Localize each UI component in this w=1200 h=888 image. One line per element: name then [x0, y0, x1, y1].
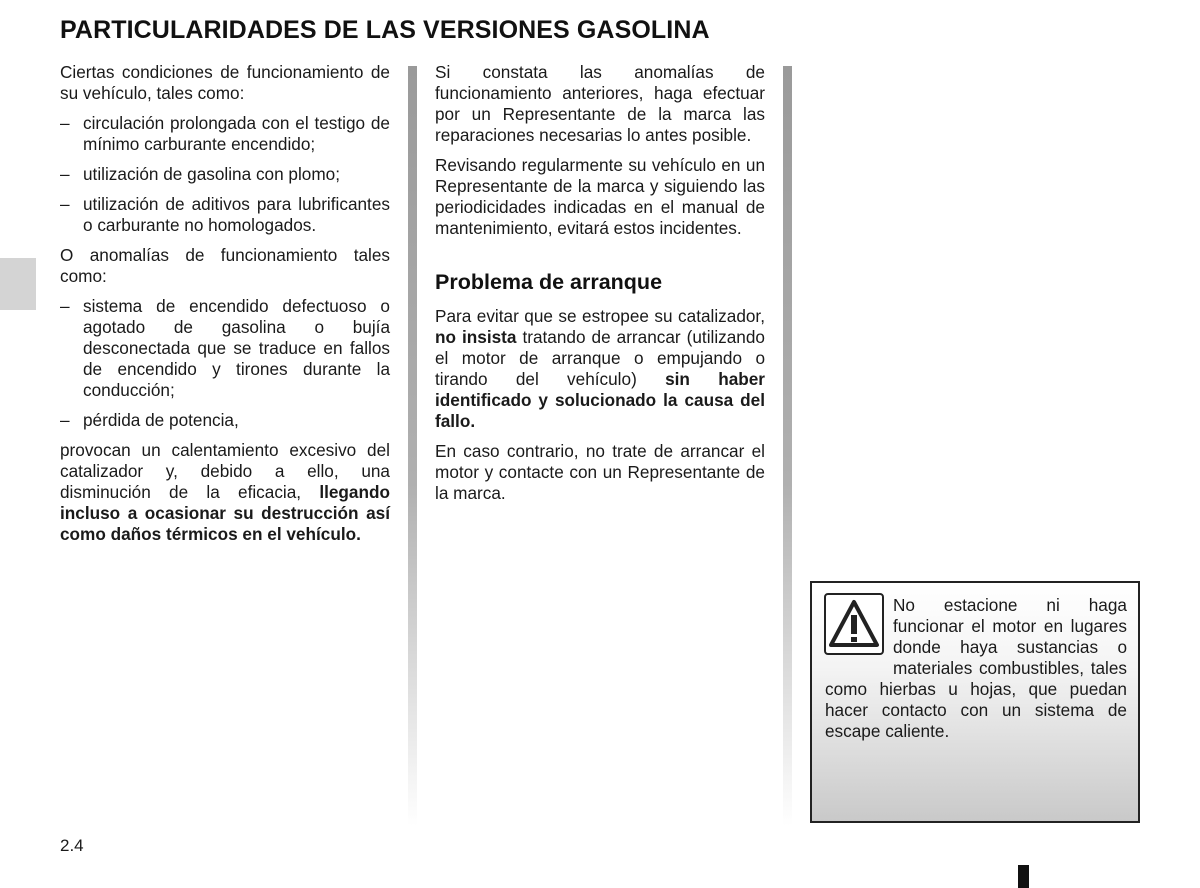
middle-column [435, 62, 765, 513]
column-divider [783, 66, 792, 826]
list-dash: – [60, 296, 70, 316]
warning-box [810, 581, 1140, 823]
list-dash: – [60, 164, 70, 184]
closing-paragraph [60, 440, 390, 545]
column-divider [408, 66, 417, 826]
list-item-text: sistema de encendido defectuoso o agotado de gasolina o bujía desconectada que se traduce en fallos de encendido y tirones durante la conducción; [83, 296, 390, 400]
anomalies-paragraph: Si constata las anomalías de funcionamiento anteriores, haga efectuar por un Representante de la marca las reparaciones necesarias lo antes posible. [435, 62, 765, 145]
contact-paragraph: En caso contrario, no trate de arrancar el motor y contacte con un Representante de la marca. [435, 441, 765, 503]
corner-mark [1018, 865, 1029, 888]
bold-text-run: no insista [435, 327, 517, 347]
text-run: Para evitar que se estropee su catalizador, [435, 306, 765, 326]
list-item-text: pérdida de potencia, [83, 410, 239, 430]
list-item [60, 113, 390, 155]
text-run: tratando de arrancar (utilizando el motor de arranque o empujando o tirando del vehículo) [435, 327, 765, 389]
list-dash: – [60, 113, 70, 133]
list-item-text: utilización de aditivos para lubrificantes o carburante no homologados. [83, 194, 390, 235]
intro-paragraph: Ciertas condiciones de funcionamiento de su vehículo, tales como: [60, 62, 390, 103]
list-item [60, 194, 390, 236]
list-item [60, 164, 390, 185]
section-tab-marker [0, 258, 36, 310]
bold-text-run: sin haber identificado y solucionado la causa del fallo. [435, 369, 765, 431]
page-number: 2.4 [60, 836, 84, 855]
closing-bold-text: llegando incluso a ocasionar su destrucción así como daños térmicos en el vehículo. [60, 482, 390, 544]
starting-problem-paragraph [435, 306, 765, 432]
list-item-text: circulación prolongada con el testigo de mínimo carburante encendido; [83, 113, 390, 154]
list-dash: – [60, 410, 70, 430]
closing-text: provocan un calentamiento excesivo del catalizador y, debido a ello, una disminución de la eficacia, [60, 440, 390, 502]
list-dash: – [60, 194, 70, 214]
maintenance-paragraph: Revisando regularmente su vehículo en un Representante de la marca y siguiendo las periodicidades indicadas en el manual de mantenimiento, evitará estos incidentes. [435, 155, 765, 238]
left-column [60, 62, 390, 554]
intro2-paragraph: O anomalías de funcionamiento tales como: [60, 245, 390, 286]
warning-text-block [825, 595, 1127, 742]
list-item [60, 296, 390, 401]
list-item-text: utilización de gasolina con plomo; [83, 164, 341, 184]
page-title: PARTICULARIDADES DE LAS VERSIONES GASOLINA [60, 16, 710, 44]
warning-text: No estacione ni haga funcionar el motor en lugares donde haya sustancias o materiales combustibles, tales como hierbas u hojas, que puedan hacer contacto con un sistema de escape caliente. [825, 595, 1127, 741]
list-item [60, 410, 390, 431]
section-subheading: Problema de arranque [435, 270, 663, 294]
